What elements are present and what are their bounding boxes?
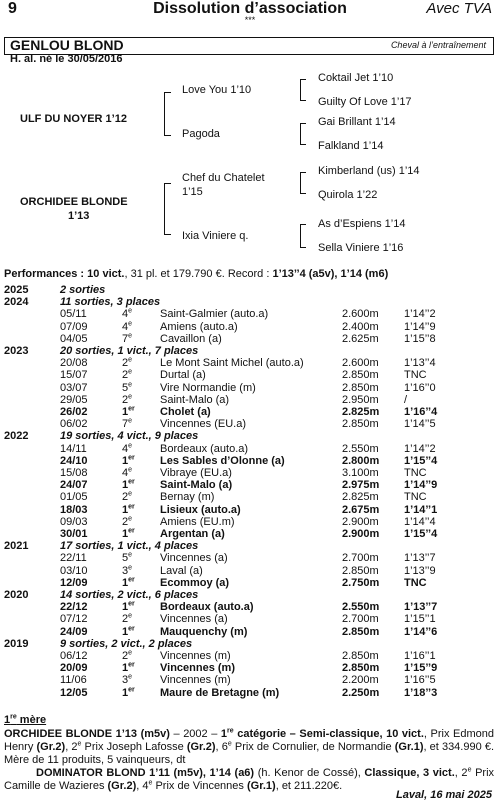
race-time: TNC <box>404 491 427 504</box>
pedigree-sdd: Falkland 1’14 <box>318 140 384 152</box>
race-rank-suffix: e <box>128 319 133 327</box>
race-row <box>0 674 500 686</box>
performances-rest: , 31 pl. et 179.790 €. Record : <box>124 268 270 280</box>
race-rank <box>122 552 132 564</box>
race-rank <box>122 674 132 686</box>
race-name: Vincennes (EU.a) <box>160 418 247 431</box>
race-distance: 2.550m <box>342 442 379 455</box>
pedigree-brace <box>300 224 306 248</box>
race-time: 1’15’’9 <box>404 662 438 675</box>
race-time: 1’15’’4 <box>404 454 438 467</box>
race-time: TNC <box>404 369 427 382</box>
race-time: 1’16’’5 <box>404 674 436 687</box>
race-rank <box>122 626 135 638</box>
race-date: 06/12 <box>60 650 88 662</box>
race-rank <box>122 650 132 662</box>
race-name: Amiens (auto.a) <box>160 320 238 333</box>
race-row <box>0 357 500 369</box>
race-rank-number: 2 <box>122 613 129 626</box>
tva-label: Avec TVA <box>426 0 492 17</box>
race-date: 12/09 <box>60 576 88 589</box>
year-label: 2022 <box>4 430 29 443</box>
race-rank <box>122 455 135 467</box>
year-summary: 2 sorties <box>60 284 106 296</box>
race-time: 1’15’’1 <box>404 613 436 626</box>
race-name: Vibraye (EU.a) <box>160 467 232 479</box>
race-rank-suffix: e <box>128 551 133 559</box>
year-summary: 9 sorties, 2 vict., 2 places <box>60 637 193 650</box>
signature: Laval, 16 mai 2025 <box>395 789 492 801</box>
race-row <box>0 418 500 430</box>
race-row <box>0 369 500 381</box>
year-row <box>0 589 500 601</box>
race-date: 24/09 <box>60 625 88 638</box>
race-rank-suffix: er <box>128 478 135 486</box>
race-row <box>0 308 500 320</box>
race-rank-number: 3 <box>122 564 129 577</box>
race-rank-number: 1 <box>122 662 129 675</box>
race-rank-number: 7 <box>122 418 129 431</box>
race-distance: 2.600m <box>342 357 379 370</box>
race-name: Vincennes (m) <box>160 650 231 662</box>
race-name: Mauquenchy (m) <box>160 625 248 638</box>
race-rank-suffix: e <box>128 515 133 523</box>
race-rank-number: 2 <box>122 357 129 370</box>
race-distance: 2.400m <box>342 320 379 333</box>
race-row <box>0 333 500 345</box>
mere-heading: 1re mère <box>4 713 47 726</box>
year-row <box>0 430 500 442</box>
race-rank-suffix: er <box>128 527 135 535</box>
race-rank-number: 1 <box>122 479 129 492</box>
race-row <box>0 406 500 418</box>
race-rank-suffix: e <box>128 368 133 376</box>
race-distance: 3.100m <box>342 467 379 479</box>
race-name: Maure de Bretagne (m) <box>160 686 280 699</box>
race-name: Saint-Galmier (auto.a) <box>160 308 269 321</box>
race-rank-suffix: er <box>128 685 135 693</box>
race-time: 1’13’’9 <box>404 564 436 577</box>
race-distance: 2.975m <box>342 479 380 492</box>
race-row <box>0 565 500 577</box>
race-distance: 2.825m <box>342 406 380 418</box>
race-time: 1’16’’0 <box>404 381 436 394</box>
race-distance: 2.750m <box>342 576 380 589</box>
race-date: 22/12 <box>60 601 88 614</box>
race-date: 26/02 <box>60 406 88 418</box>
race-rank <box>122 687 135 699</box>
year-label: 2023 <box>4 345 29 357</box>
year-row <box>0 345 500 357</box>
race-rank-number: 1 <box>122 503 129 516</box>
race-distance: 2.850m <box>342 650 379 662</box>
race-date: 03/10 <box>60 564 88 577</box>
race-distance: 2.850m <box>342 625 380 638</box>
race-rank-number: 2 <box>122 369 129 382</box>
race-name: Argentan (a) <box>160 528 225 540</box>
race-name: Les Sables d’Olonne (a) <box>160 454 285 467</box>
race-time: 1’14’’4 <box>404 515 436 528</box>
mere-paragraph: ORCHIDEE BLONDE 1’13 (m5v) – 2002 – 1re catégorie – Semi-classique, 10 vict., Prix Edmond Henry (Gr.2), 2e Prix Joseph Lafosse (Gr.2), 6e Prix de Cornulier, de Normandie (Gr.1), et 334.990 €. Mère de 11 produits, 5 vainqueurs, dt <box>4 727 494 766</box>
race-rank-number: 2 <box>122 491 129 504</box>
race-row <box>0 662 500 674</box>
year-row <box>0 284 500 296</box>
race-name: Saint-Malo (a) <box>160 479 233 492</box>
lot-number: 9 <box>8 0 17 17</box>
performances-record: 1’13’’4 (a5v), 1’14 (m6) <box>272 268 389 280</box>
race-name: Bernay (m) <box>160 491 215 504</box>
race-row <box>0 687 500 699</box>
year-label: 2020 <box>4 589 29 601</box>
race-date: 03/07 <box>60 381 88 394</box>
race-row <box>0 577 500 589</box>
race-name: Vire Normandie (m) <box>160 381 256 394</box>
horse-name: GENLOU BLOND <box>10 37 124 53</box>
pedigree-sire-sire: Love You 1’10 <box>182 84 252 96</box>
race-row <box>0 552 500 564</box>
race-date: 22/11 <box>60 552 87 565</box>
race-date: 14/11 <box>60 442 87 455</box>
race-rank <box>122 528 135 540</box>
race-rank <box>122 516 132 528</box>
race-time: / <box>404 393 408 406</box>
race-rank-suffix: er <box>128 502 135 510</box>
year-summary: 14 sorties, 2 vict., 6 places <box>60 589 199 601</box>
race-date: 07/09 <box>60 320 88 333</box>
race-rank-suffix: e <box>128 563 133 571</box>
race-date: 18/03 <box>60 503 88 516</box>
race-rank-number: 2 <box>122 650 129 662</box>
year-row <box>0 296 500 308</box>
race-rank-number: 4 <box>122 320 129 333</box>
pedigree-brace <box>300 79 306 101</box>
race-rank-suffix: er <box>128 600 135 608</box>
horse-subtitle: H. al. né le 30/05/2016 <box>10 53 123 65</box>
race-row <box>0 626 500 638</box>
race-rank <box>122 443 132 455</box>
race-rank-number: 4 <box>122 308 129 321</box>
pedigree-dds: As d’Espiens 1’14 <box>318 218 406 230</box>
race-rank-suffix: er <box>128 405 135 413</box>
race-time: 1’14’’9 <box>404 320 436 333</box>
race-date: 15/08 <box>60 467 88 479</box>
race-time: 1’18’’3 <box>404 686 438 699</box>
year-label: 2024 <box>4 296 29 309</box>
race-distance: 2.200m <box>342 674 379 687</box>
race-rank-number: 5 <box>122 552 129 565</box>
race-rank-number: 1 <box>122 601 129 614</box>
race-time: TNC <box>404 467 427 479</box>
race-time: 1’14’’1 <box>404 503 438 516</box>
race-distance: 2.800m <box>342 454 380 467</box>
race-name: Laval (a) <box>160 564 203 577</box>
race-rank-suffix: e <box>128 441 133 449</box>
race-date: 24/07 <box>60 479 88 492</box>
race-name: Vincennes (a) <box>160 552 228 565</box>
race-rank-number: 4 <box>122 467 129 479</box>
race-name: Lisieux (auto.a) <box>160 503 241 516</box>
race-rank <box>122 479 135 491</box>
race-date: 29/05 <box>60 393 88 406</box>
race-row <box>0 467 500 479</box>
race-distance: 2.250m <box>342 686 380 699</box>
race-distance: 2.625m <box>342 332 379 345</box>
race-distance: 2.675m <box>342 503 380 516</box>
race-distance: 2.550m <box>342 601 380 614</box>
pedigree-brace <box>164 92 171 136</box>
race-name: Bordeaux (auto.a) <box>160 442 249 455</box>
race-rank-suffix: e <box>128 332 133 340</box>
year-summary: 11 sorties, 3 places <box>60 296 161 309</box>
race-rank <box>122 333 132 345</box>
race-time: 1’14’’6 <box>404 625 438 638</box>
race-rank <box>122 662 135 674</box>
race-date: 12/05 <box>60 686 88 699</box>
race-distance: 2.825m <box>342 491 379 504</box>
race-rank <box>122 577 135 589</box>
race-time: 1’13’’7 <box>404 552 436 565</box>
performances-summary <box>4 268 388 280</box>
race-name: Durtal (a) <box>160 369 206 382</box>
race-date: 24/10 <box>60 454 88 467</box>
race-distance: 2.950m <box>342 393 379 406</box>
pedigree-ddd: Sella Viniere 1’16 <box>318 242 404 254</box>
race-name: Vincennes (m) <box>160 662 235 675</box>
race-date: 30/01 <box>60 528 88 540</box>
race-name: Cavaillon (a) <box>160 332 222 345</box>
race-rank-suffix: e <box>128 307 133 315</box>
produit-paragraph: DOMINATOR BLOND 1’11 (m5v), 1’14 (a6) (h. Kenor de Cossé), Classique, 3 vict., 2e Prix Camille de Wazieres (Gr.2), 4e Prix de Vincennes (Gr.1), et 211.220€. <box>4 766 495 792</box>
race-row <box>0 394 500 406</box>
race-rank-suffix: e <box>128 417 133 425</box>
race-rank <box>122 418 132 430</box>
race-rank-suffix: e <box>128 466 133 474</box>
pedigree-dam: ORCHIDEE BLONDE <box>20 196 128 208</box>
race-rank-number: 2 <box>122 515 129 528</box>
race-row <box>0 601 500 613</box>
race-time: 1’15’’4 <box>404 528 438 540</box>
year-label: 2025 <box>4 284 29 296</box>
race-rank-suffix: e <box>128 490 133 498</box>
race-rank-number: 5 <box>122 381 129 394</box>
race-rank <box>122 601 135 613</box>
title-stars: *** <box>244 15 256 25</box>
race-rank-suffix: er <box>128 661 135 669</box>
race-time: TNC <box>404 576 427 589</box>
race-name: Cholet (a) <box>160 406 211 418</box>
pedigree-brace <box>300 172 306 194</box>
race-name: Le Mont Saint Michel (auto.a) <box>160 357 304 370</box>
race-date: 07/12 <box>60 613 88 626</box>
race-rank <box>122 369 132 381</box>
race-rank-suffix: e <box>128 649 133 657</box>
race-rank <box>122 308 132 320</box>
pedigree-brace <box>164 183 171 235</box>
race-distance: 2.900m <box>342 528 380 540</box>
race-row <box>0 613 500 625</box>
year-summary: 20 sorties, 1 vict., 7 places <box>60 345 199 357</box>
performances-wins: 10 vict. <box>87 268 125 280</box>
race-row <box>0 382 500 394</box>
race-rank-number: 1 <box>122 454 129 467</box>
pedigree-sss: Coktail Jet 1’10 <box>318 72 394 84</box>
race-time: 1’16’’4 <box>404 406 438 418</box>
race-date: 11/06 <box>60 674 87 687</box>
race-row <box>0 516 500 528</box>
race-time: 1’14’’5 <box>404 418 436 431</box>
race-rank <box>122 467 132 479</box>
race-rank-suffix: er <box>128 454 135 462</box>
race-rank-number: 1 <box>122 686 129 699</box>
race-date: 20/08 <box>60 357 88 370</box>
pedigree-dam-dam: Ixia Viniere q. <box>182 230 249 242</box>
pedigree-dam-sire-record: 1’15 <box>182 186 203 198</box>
race-time: 1’13’’7 <box>404 601 438 614</box>
race-rank <box>122 406 135 418</box>
race-rank <box>122 321 132 333</box>
race-date: 06/02 <box>60 418 88 431</box>
race-time: 1’15’’8 <box>404 332 436 345</box>
race-rank-number: 2 <box>122 393 129 406</box>
race-rank-suffix: e <box>128 612 133 620</box>
race-rank-number: 1 <box>122 406 129 418</box>
race-date: 20/09 <box>60 662 88 675</box>
race-date: 09/03 <box>60 515 88 528</box>
pedigree-sds: Gai Brillant 1’14 <box>318 116 396 128</box>
race-rank-number: 1 <box>122 625 129 638</box>
race-name: Vincennes (m) <box>160 674 231 687</box>
race-rank-number: 1 <box>122 576 129 589</box>
race-distance: 2.850m <box>342 418 379 431</box>
race-time: 1’14’’2 <box>404 442 436 455</box>
race-rank-suffix: er <box>128 624 135 632</box>
race-rank-number: 4 <box>122 442 129 455</box>
pedigree-dam-record: 1’13 <box>68 210 90 222</box>
race-name: Ecommoy (a) <box>160 576 230 589</box>
race-name: Vincennes (a) <box>160 613 228 626</box>
race-rank <box>122 382 132 394</box>
year-row <box>0 638 500 650</box>
race-row <box>0 321 500 333</box>
race-rank-number: 1 <box>122 528 129 540</box>
pedigree-sire-dam: Pagoda <box>182 128 220 140</box>
race-time: 1’16’’1 <box>404 650 436 662</box>
race-row <box>0 504 500 516</box>
race-rank <box>122 504 135 516</box>
year-label: 2019 <box>4 637 29 650</box>
race-rank-suffix: e <box>128 380 133 388</box>
race-row <box>0 528 500 540</box>
race-distance: 2.850m <box>342 381 379 394</box>
race-distance: 2.850m <box>342 369 379 382</box>
race-rank-number: 7 <box>122 332 129 345</box>
race-date: 05/11 <box>60 308 87 321</box>
race-date: 01/05 <box>60 491 88 504</box>
race-time: 1’14’’2 <box>404 308 436 321</box>
race-date: 04/05 <box>60 332 88 345</box>
pedigree-brace <box>300 123 306 145</box>
race-distance: 2.700m <box>342 552 379 565</box>
pedigree-dam-sire: Chef du Chatelet <box>182 172 265 184</box>
pedigree-dsd: Quirola 1’22 <box>318 189 378 201</box>
race-time: 1’14’’9 <box>404 479 438 492</box>
horse-status: Cheval à l’entraînement <box>390 40 486 50</box>
race-rank <box>122 491 132 503</box>
race-name: Saint-Malo (a) <box>160 393 230 406</box>
race-row <box>0 479 500 491</box>
race-date: 15/07 <box>60 369 88 382</box>
race-distance: 2.850m <box>342 662 380 675</box>
race-distance: 2.600m <box>342 308 379 321</box>
race-row <box>0 491 500 503</box>
year-label: 2021 <box>4 540 29 553</box>
race-rank-suffix: e <box>128 356 133 364</box>
race-name: Amiens (EU.m) <box>160 515 235 528</box>
pedigree-dss: Kimberland (us) 1’14 <box>318 165 420 177</box>
race-row <box>0 455 500 467</box>
race-rank <box>122 565 132 577</box>
year-summary: 17 sorties, 1 vict., 4 places <box>60 540 199 553</box>
race-rank <box>122 613 132 625</box>
performances-label: Performances : <box>4 268 85 280</box>
race-distance: 2.850m <box>342 564 379 577</box>
race-rank <box>122 357 132 369</box>
page-title: Dissolution d’association <box>153 0 347 17</box>
year-row <box>0 540 500 552</box>
race-distance: 2.900m <box>342 515 379 528</box>
race-rank <box>122 394 132 406</box>
race-distance: 2.700m <box>342 613 379 626</box>
race-name: Bordeaux (auto.a) <box>160 601 254 614</box>
race-rank-suffix: er <box>128 576 135 584</box>
race-row <box>0 443 500 455</box>
race-rank-number: 3 <box>122 674 129 687</box>
year-summary: 19 sorties, 4 vict., 9 places <box>60 430 199 443</box>
pedigree-sire: ULF DU NOYER 1’12 <box>20 113 127 125</box>
race-row <box>0 650 500 662</box>
race-time: 1’13’’4 <box>404 357 436 370</box>
race-rank-suffix: e <box>128 673 133 681</box>
pedigree-ssd: Guilty Of Love 1’17 <box>318 96 412 108</box>
race-rank-suffix: e <box>128 393 133 401</box>
